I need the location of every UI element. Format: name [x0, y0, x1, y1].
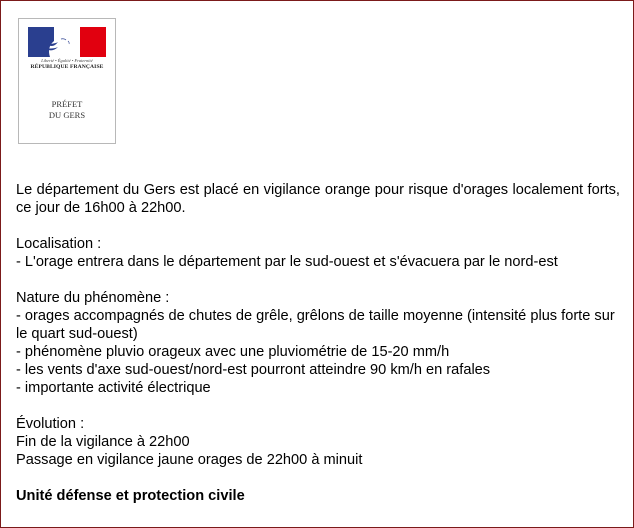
nature-title: Nature du phénomène : — [16, 290, 170, 306]
marianne-flag-icon — [28, 27, 106, 57]
signature: Unité défense et protection civile — [16, 488, 245, 504]
nature-item: - importante activité électrique — [16, 380, 211, 396]
prefecture-logo — [18, 18, 116, 144]
prefet-label — [19, 99, 115, 120]
evolution-item: Fin de la vigilance à 22h00 — [16, 434, 190, 450]
prefet-line-2: DU GERS — [48, 109, 86, 120]
prefet-line-1: PRÉFET — [51, 99, 83, 109]
nature-item: - orages accompagnés de chutes de grêle, grêlons de taille moyenne (intensité plus forte sur le quart sud-ouest) — [16, 308, 615, 342]
localisation-title: Localisation : — [16, 236, 102, 252]
localisation-item: - L'orage entrera dans le département par le sud-ouest et s'évacuera par le nord-est — [16, 254, 558, 270]
bulletin-body — [16, 181, 620, 505]
evolution-item: Passage en vigilance jaune orages de 22h00 à minuit — [16, 452, 363, 468]
republic-motto: Liberté • Égalité • Fraternité — [41, 58, 93, 63]
evolution-title: Évolution : — [16, 416, 85, 432]
nature-item: - phénomène pluvio orageux avec une pluviométrie de 15-20 mm/h — [16, 344, 450, 360]
bulletin-intro: Le département du Gers est placé en vigilance orange pour risque d'orages localement forts, ce jour de 16h00 à 22h00. — [16, 182, 620, 216]
republic-name: RÉPUBLIQUE FRANÇAISE — [30, 64, 104, 70]
nature-item: - les vents d'axe sud-ouest/nord-est pourront atteindre 90 km/h en rafales — [16, 362, 491, 378]
